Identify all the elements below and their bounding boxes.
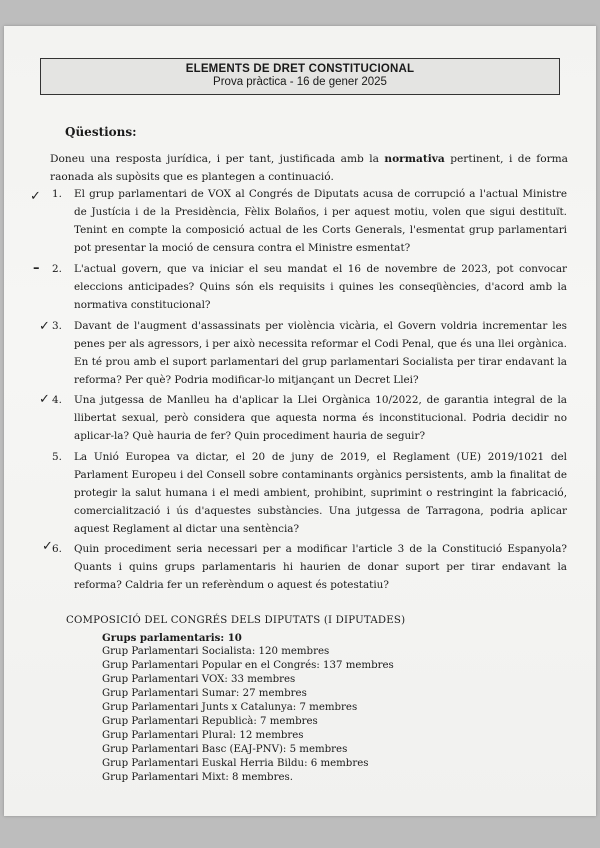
list-item: Grup Parlamentari Euskal Herria Bildu: 6 membres <box>102 758 369 769</box>
question-text: Davant de l'augment d'assassinats per violència vicària, el Govern voldria incrementar les penes per als agressors, i per això necessita reformar el Codi Penal, que és una llei orgànica. En té prou amb el suport parlamentari del grup parlamentari Socialista per tirar endavant la reforma? Per què? Podria modificar-lo mitjançant un Decret Llei? <box>74 320 567 386</box>
question-number: 2. <box>52 263 62 275</box>
dash-mark-icon: – <box>33 261 40 276</box>
questions-heading: Qüestions: <box>65 125 137 139</box>
list-item: Grup Parlamentari Basc (EAJ-PNV): 5 membres <box>102 744 348 755</box>
exam-header <box>40 58 560 95</box>
list-item: Grup Parlamentari Junts x Catalunya: 7 membres <box>102 702 358 713</box>
question-text: L'actual govern, que va iniciar el seu mandat el 16 de novembre de 2023, pot convocar eleccions anticipades? Quins són els requisits i quines les conseqüències, d'acord amb la normativa constitucional? <box>74 263 567 311</box>
question-text: La Unió Europea va dictar, el 20 de juny de 2019, el Reglament (UE) 2019/1021 del Parlament Europeu i del Consell sobre contaminants orgànics persistents, amb la finalitat de protegir la salut humana i el medi ambient, prohibint, suprimint o restringint la fabricació, comercialització i ús d'aquestes substàncies. Una jutgessa de Tarragona, podria aplicar aquest Reglament al dictar una sentència? <box>74 451 567 535</box>
exam-title: ELEMENTS DE DRET CONSTITUCIONAL <box>185 63 415 75</box>
question-item <box>52 540 567 594</box>
question-number: 1. <box>52 188 62 200</box>
list-item: Grup Parlamentari Republicà: 7 membres <box>102 716 318 727</box>
checkmark-icon: ✓ <box>30 189 41 204</box>
question-number: 6. <box>52 543 62 555</box>
list-item: Grup Parlamentari Popular en el Congrés: 137 membres <box>102 660 394 671</box>
question-number: 3. <box>52 320 62 332</box>
list-item: Grup Parlamentari Plural: 12 membres <box>102 730 304 741</box>
list-item: Grup Parlamentari Mixt: 8 membres. <box>102 772 293 783</box>
groups-count: Grups parlamentaris: 10 <box>102 632 242 644</box>
instructions-paragraph: Doneu una resposta jurídica, i per tant, justificada amb la normativa pertinent, i de forma raonada als supòsits que es plantegen a continuació. <box>50 153 568 183</box>
question-number: 5. <box>52 451 62 463</box>
question-item <box>52 317 567 389</box>
checkmark-icon: ✓ <box>39 319 50 334</box>
question-item <box>52 260 567 314</box>
parliamentary-groups-list <box>102 631 394 785</box>
question-item <box>52 185 567 257</box>
list-item: Grup Parlamentari VOX: 33 membres <box>102 674 296 685</box>
question-text: El grup parlamentari de VOX al Congrés de Diputats acusa de corrupció a l'actual Ministre de Justícia i de la Presidència, Fèlix Bolaños, i per aquest motiu, volen que sigui destituït. Tenint en compte la composició actual de les Corts Generals, l'esmentat grup parlamentari pot presentar la moció de censura contra el Ministre esmentat? <box>74 188 567 254</box>
question-text: Quin procediment seria necessari per a modificar l'article 3 de la Constitució Espanyola? Quants i quins grups parlamentaris hi haurien de donar suport per tirar endavant la reforma? Caldria fer un referèndum o aquest és potestatiu? <box>74 543 567 591</box>
checkmark-icon: ✓ <box>42 539 53 554</box>
question-item <box>52 391 567 445</box>
question-item <box>52 448 567 538</box>
question-number: 4. <box>52 394 62 406</box>
checkmark-icon: ✓ <box>39 392 50 407</box>
exam-subtitle: Prova pràctica - 16 de gener 2025 <box>213 76 387 88</box>
list-item: Grup Parlamentari Sumar: 27 membres <box>102 688 307 699</box>
question-text: Una jutgessa de Manlleu ha d'aplicar la Llei Orgànica 10/2022, de garantia integral de la llibertat sexual, però considera que aquesta norma és inconstitucional. Podria decidir no aplicar-la? Què hauria de fer? Quin procediment hauria de seguir? <box>74 394 567 442</box>
composition-title: COMPOSICIÓ DEL CONGRÉS DELS DIPUTATS (I DIPUTADES) <box>66 615 406 626</box>
list-item: Grup Parlamentari Socialista: 120 membres <box>102 646 330 657</box>
